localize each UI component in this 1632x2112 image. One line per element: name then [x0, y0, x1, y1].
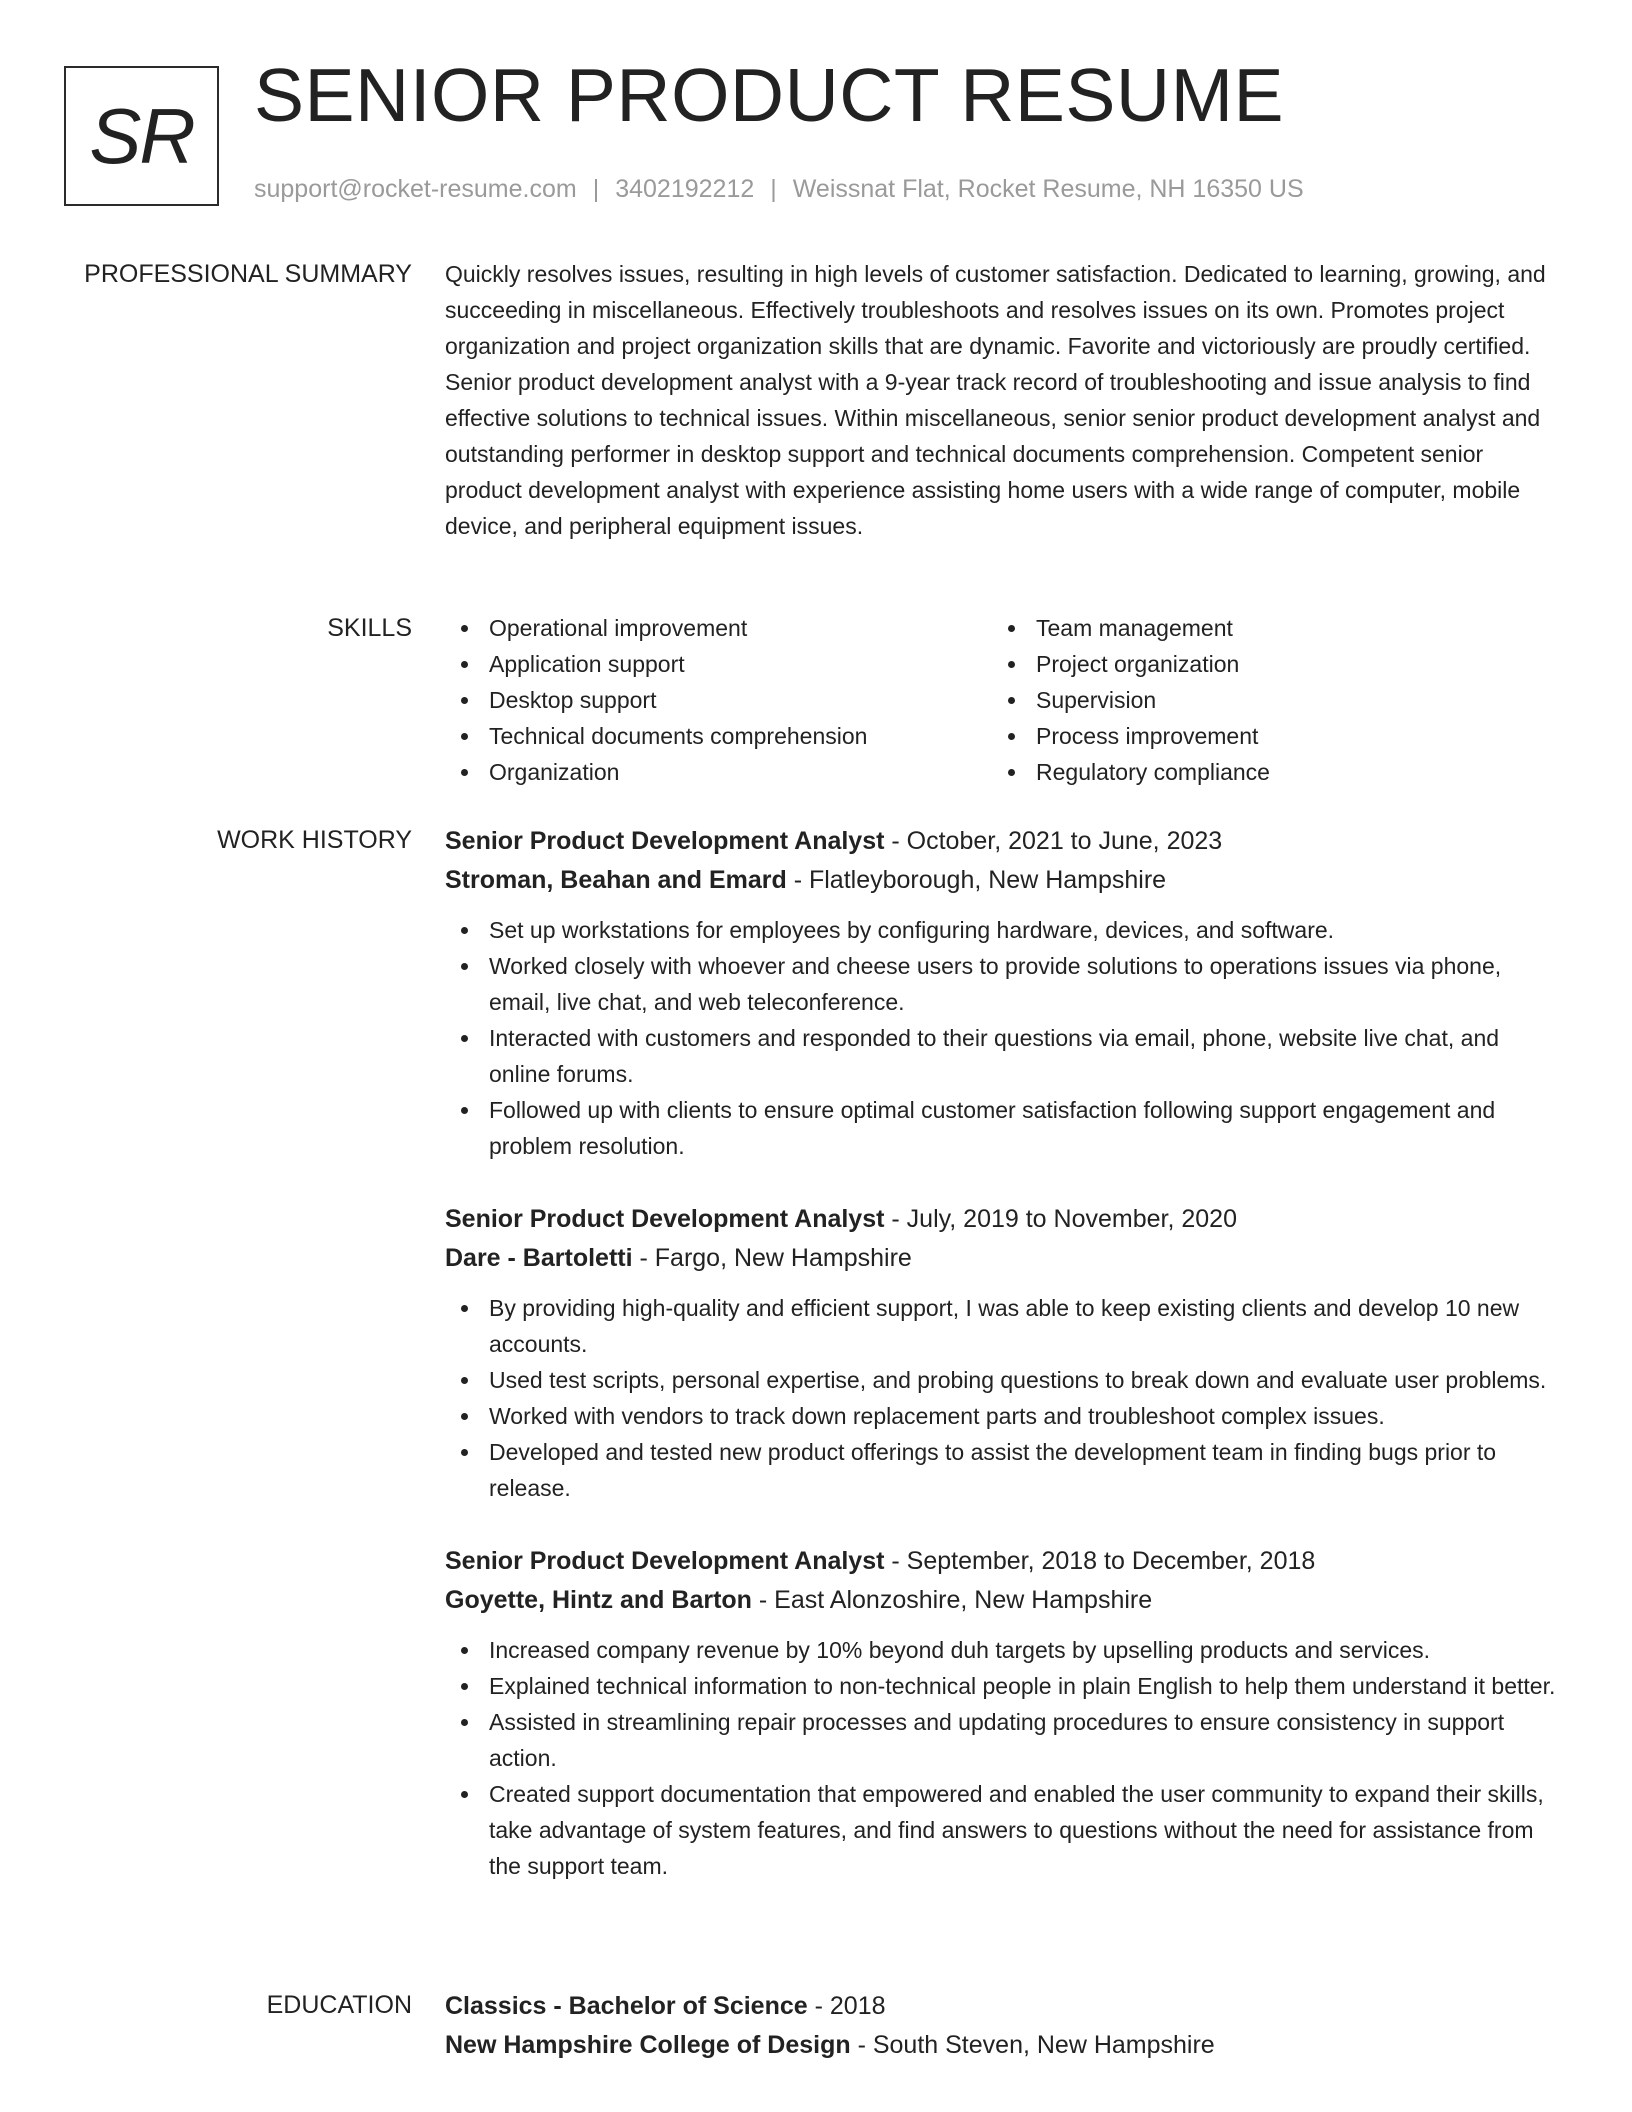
skill-item: Project organization	[992, 646, 1552, 682]
job-title-line	[445, 1200, 1560, 1239]
skill-item: Team management	[992, 610, 1552, 646]
job-bullet: By providing high-quality and efficient support, I was able to keep existing clients and develop 10 new accounts.	[445, 1290, 1560, 1362]
contact-separator: |	[770, 175, 777, 203]
job-bullet: Worked with vendors to track down replacement parts and troubleshoot complex issues.	[445, 1398, 1560, 1434]
job-company: Dare - Bartoletti	[445, 1244, 633, 1272]
contact-email: support@rocket-resume.com	[254, 175, 577, 203]
skill-item: Supervision	[992, 682, 1552, 718]
resume-title: SENIOR PRODUCT RESUME	[254, 53, 1285, 137]
job-title-line	[445, 822, 1560, 861]
skills-column-right	[992, 610, 1552, 790]
job-company-line	[445, 861, 1560, 900]
degree-year: - 2018	[807, 1992, 886, 2020]
job-bullet: Set up workstations for employees by configuring hardware, devices, and software.	[445, 912, 1560, 948]
job-entry	[445, 1542, 1560, 1884]
job-bullet: Created support documentation that empowered and enabled the user community to expand their skills, take advantage of system features, and find answers to questions without the need for assistance from the support team.	[445, 1776, 1560, 1884]
job-company: Goyette, Hintz and Barton	[445, 1586, 752, 1614]
skill-item: Process improvement	[992, 718, 1552, 754]
job-location: - East Alonzoshire, New Hampshire	[751, 1586, 1153, 1614]
job-bullet: Increased company revenue by 10% beyond duh targets by upselling products and services.	[445, 1632, 1560, 1668]
skill-item: Organization	[445, 754, 992, 790]
job-company-line	[445, 1239, 1560, 1278]
job-dates: - July, 2019 to November, 2020	[884, 1205, 1237, 1233]
job-bullet: Worked closely with whoever and cheese users to provide solutions to operations issues via phone, email, live chat, and web teleconference.	[445, 948, 1560, 1020]
school-line	[445, 2026, 1560, 2065]
job-bullet: Interacted with customers and responded to their questions via email, phone, website live chat, and online forums.	[445, 1020, 1560, 1092]
degree-line	[445, 1987, 1560, 2026]
school-name: New Hampshire College of Design	[445, 2031, 851, 2059]
job-bullet: Explained technical information to non-technical people in plain English to help them understand it better.	[445, 1668, 1560, 1704]
job-bullets	[445, 912, 1560, 1164]
skills-body	[445, 610, 1560, 790]
job-dates: - September, 2018 to December, 2018	[884, 1547, 1316, 1575]
contact-separator: |	[592, 175, 600, 203]
job-entry	[445, 822, 1560, 1164]
contact-line	[254, 175, 1304, 204]
skills-heading: SKILLS	[327, 614, 412, 642]
job-title: Senior Product Development Analyst	[445, 1205, 885, 1233]
job-location: - Flatleyborough, New Hampshire	[786, 866, 1167, 894]
skill-item: Desktop support	[445, 682, 992, 718]
school-location: - South Steven, New Hampshire	[850, 2031, 1215, 2059]
skills-grid	[445, 610, 1560, 790]
skill-item: Operational improvement	[445, 610, 992, 646]
job-company-line	[445, 1581, 1560, 1620]
job-entry	[445, 1200, 1560, 1506]
job-bullet: Used test scripts, personal expertise, and probing questions to break down and evaluate user problems.	[445, 1362, 1560, 1398]
skill-item: Technical documents comprehension	[445, 718, 992, 754]
job-dates: - October, 2021 to June, 2023	[884, 827, 1223, 855]
job-title: Senior Product Development Analyst	[445, 1547, 885, 1575]
contact-address: Weissnat Flat, Rocket Resume, NH 16350 US	[792, 175, 1304, 203]
degree-name: Classics - Bachelor of Science	[445, 1992, 808, 2020]
job-company: Stroman, Beahan and Emard	[445, 866, 787, 894]
job-bullet: Followed up with clients to ensure optimal customer satisfaction following support engagement and problem resolution.	[445, 1092, 1560, 1164]
summary-body	[445, 256, 1560, 544]
job-title-line	[445, 1542, 1560, 1581]
job-title: Senior Product Development Analyst	[445, 827, 885, 855]
job-bullet: Developed and tested new product offerings to assist the development team in finding bugs prior to release.	[445, 1434, 1560, 1506]
education-body	[445, 1987, 1560, 2065]
skill-item: Application support	[445, 646, 992, 682]
summary-text: Quickly resolves issues, resulting in high levels of customer satisfaction. Dedicated to learning, growing, and succeeding in miscellaneous. Effectively troubleshoots and resolves issues on its own. Promotes project organization and project organization skills that are dynamic. Favorite and victoriously are proudly certified. Senior product development analyst with a 9-year track record of troubleshooting and issue analysis to find effective solutions to technical issues. Within miscellaneous, senior senior product development analyst and outstanding performer in desktop support and technical documents comprehension. Competent senior product development analyst with experience assisting home users with a wide range of computer, mobile device, and peripheral equipment issues.	[445, 261, 1546, 539]
job-bullets	[445, 1632, 1560, 1884]
contact-phone: 3402192212	[615, 175, 755, 203]
skills-column-left	[445, 610, 992, 790]
job-bullet: Assisted in streamlining repair processes and updating procedures to ensure consistency in support action.	[445, 1704, 1560, 1776]
job-location: - Fargo, New Hampshire	[632, 1244, 912, 1272]
work-history-body	[445, 822, 1560, 1920]
work-history-heading: WORK HISTORY	[217, 826, 412, 854]
monogram-logo: SR	[64, 66, 219, 206]
summary-heading: PROFESSIONAL SUMMARY	[84, 260, 412, 288]
education-heading: EDUCATION	[266, 1991, 412, 2019]
job-bullets	[445, 1290, 1560, 1506]
skill-item: Regulatory compliance	[992, 754, 1552, 790]
